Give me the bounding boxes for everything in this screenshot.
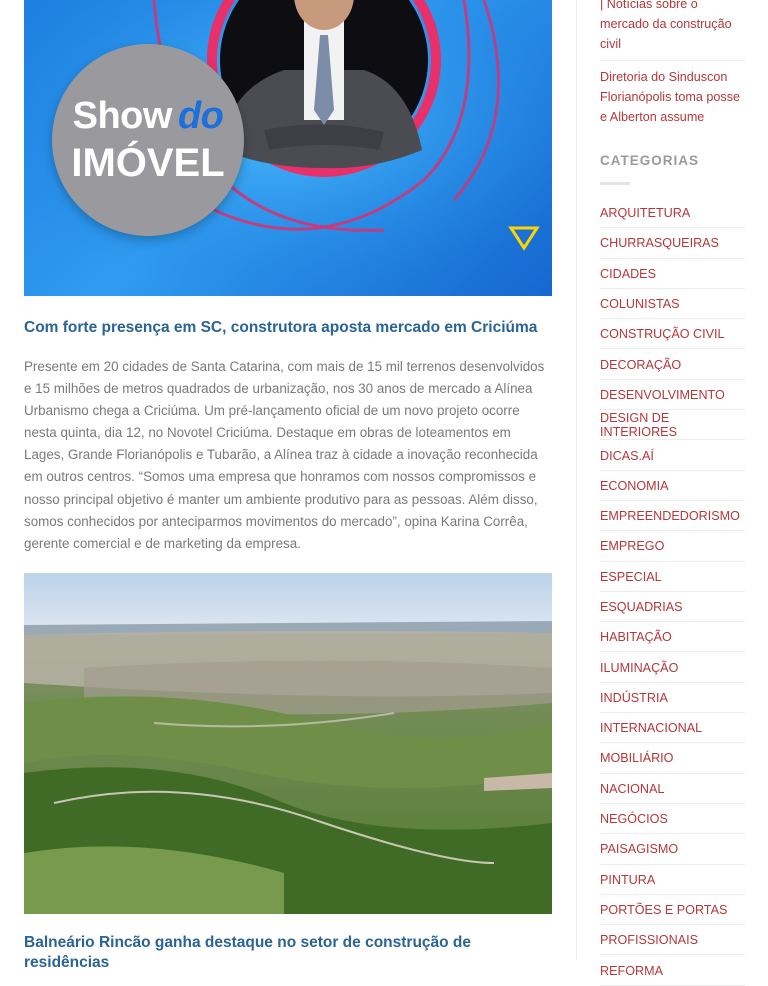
category-link-economia[interactable]: ECONOMIA: [600, 471, 745, 501]
post-banner-image[interactable]: [24, 0, 552, 296]
sidebar-divider: [576, 0, 577, 960]
category-link-habitacao[interactable]: HABITAÇÃO: [600, 622, 745, 652]
sidebar: [600, 0, 745, 986]
category-link-empreendedorismo[interactable]: EMPREENDEDORISMO: [600, 501, 745, 531]
badge-line1: [73, 97, 224, 135]
category-link-especial[interactable]: ESPECIAL: [600, 562, 745, 592]
category-link-profissionais[interactable]: PROFISSIONAIS: [600, 925, 745, 955]
categories-list: [600, 198, 745, 986]
category-link-emprego[interactable]: EMPREGO: [600, 531, 745, 561]
category-link-iluminacao[interactable]: ILUMINAÇÃO: [600, 652, 745, 682]
aerial-city-photo[interactable]: [24, 573, 552, 914]
category-link-cidades[interactable]: CIDADES: [600, 259, 745, 289]
categories-widget-title: CATEGORIAS: [600, 153, 700, 168]
show-do-imovel-badge: [52, 44, 244, 236]
category-link-industria[interactable]: INDÚSTRIA: [600, 683, 745, 713]
category-link-colunistas[interactable]: COLUNISTAS: [600, 289, 745, 319]
category-link-dicas-ai[interactable]: DICAS.AÍ: [600, 440, 745, 470]
widget-title-underline: [600, 182, 630, 185]
recent-post-link[interactable]: | Notícias sobre o mercado da construção civil: [600, 0, 745, 61]
category-link-reforma[interactable]: REFORMA: [600, 955, 745, 985]
category-link-arquitetura[interactable]: ARQUITETURA: [600, 198, 745, 228]
category-link-internacional[interactable]: INTERNACIONAL: [600, 713, 745, 743]
badge-show-text: Show: [72, 95, 172, 137]
category-link-decoracao[interactable]: DECORAÇÃO: [600, 349, 745, 379]
post-title-link[interactable]: Com forte presença em SC, construtora aposta mercado em Criciúma: [24, 319, 538, 336]
category-link-design-de-interiores[interactable]: DESIGN DE INTERIORES: [600, 410, 745, 440]
category-link-churrasqueiras[interactable]: CHURRASQUEIRAS: [600, 228, 745, 258]
category-link-paisagismo[interactable]: PAISAGISMO: [600, 834, 745, 864]
category-link-construcao-civil[interactable]: CONSTRUÇÃO CIVIL: [600, 319, 745, 349]
aerial-photo-art: [24, 573, 552, 914]
post-excerpt: Presente em 20 cidades de Santa Catarina, com mais de 15 mil terrenos desenvolvidos e 15 milhões de metros quadrados de urbanização, nos 30 anos de mercado a Alínea Urbanismo chega a Criciúma. Um pré-lançamento oficial de um novo projeto ocorre nesta quinta, dia 12, no Novotel Criciúma. Destaque em obras de loteamentos em Lages, Grande Florianópolis e Tubarão, a Alínea traz à cidade a inovação reconhecida em outros centros. “Somos uma empresa que honramos com nossos compromissos e nosso principal objetivo é manter um ambiente produtivo para as pessoas. Além disso, somos conhecidos por anteciparmos movimentos do mercado”, opina Karina Corrêa, gerente comercial e de marketing da empresa.: [24, 359, 545, 551]
badge-imovel-text: IMÓVEL: [71, 141, 225, 185]
recent-post-link[interactable]: Diretoria do Sinduscon Florianópolis toma posse e Alberton assume: [600, 70, 741, 124]
category-link-desenvolvimento[interactable]: DESENVOLVIMENTO: [600, 380, 745, 410]
category-link-esquadrias[interactable]: ESQUADRIAS: [600, 592, 745, 622]
badge-do-text: do: [177, 95, 224, 137]
category-link-negocios[interactable]: NEGÓCIOS: [600, 804, 745, 834]
category-link-portoes-e-portas[interactable]: PORTÕES E PORTAS: [600, 895, 745, 925]
category-link-mobiliario[interactable]: MOBILIÁRIO: [600, 743, 745, 773]
main-content: [24, 0, 552, 973]
category-link-pintura[interactable]: PINTURA: [600, 865, 745, 895]
category-link-nacional[interactable]: NACIONAL: [600, 774, 745, 804]
post-title-link[interactable]: Balneário Rincão ganha destaque no setor de construção de residências: [24, 933, 472, 971]
